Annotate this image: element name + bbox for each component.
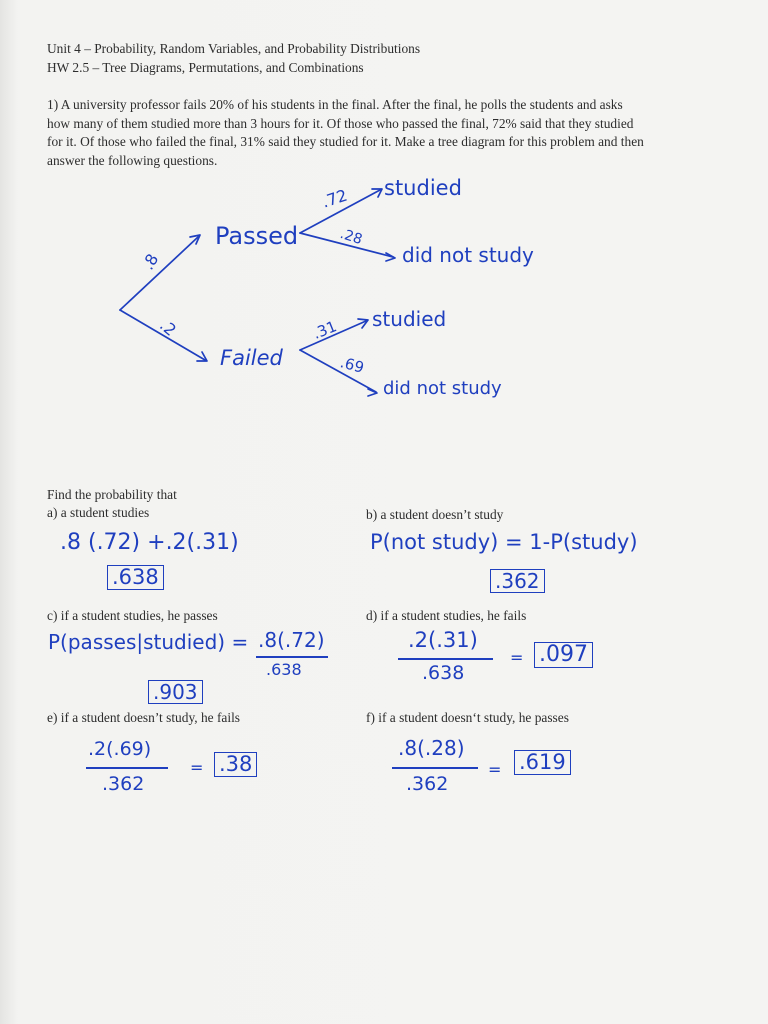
question-f-answer: .619 <box>514 750 571 775</box>
question-f-prompt: f) if a student doesn‘t study, he passes <box>366 710 569 725</box>
label-passed-studied: studied <box>384 176 462 200</box>
prob-failed: .2 <box>156 315 180 340</box>
question-b-answer: .362 <box>490 569 545 593</box>
branch-passed <box>120 237 198 310</box>
question-b-prompt: b) a student doesn’t study <box>366 507 504 522</box>
question-c-answer: .903 <box>148 680 203 704</box>
label-passed-notstudied: did not study <box>402 243 534 267</box>
prob-passed: .8 <box>138 250 163 274</box>
prob-passed-studied: .72 <box>319 185 350 212</box>
question-c-fraction-bar <box>256 656 328 658</box>
label-failed: Failed <box>220 346 283 370</box>
question-e-prompt: e) if a student doesn’t study, he fails <box>47 710 241 725</box>
question-d-answer: .097 <box>534 642 593 668</box>
question-c-work: P(passes|studied) = <box>48 630 249 654</box>
question-e-numerator: .2(.69) <box>88 738 152 760</box>
branch-failed-notstudied <box>300 350 376 392</box>
problem-line: how many of them studied more than 3 hours for it. Of those who passed the final, 72% said that they studied <box>47 115 634 131</box>
question-f-equals: = <box>488 760 502 779</box>
question-c-numerator: .8(.72) <box>258 628 325 652</box>
question-a-prompt: a) a student studies <box>47 505 150 520</box>
prob-passed-notstudied: .28 <box>338 225 365 249</box>
problem-line: answer the following questions. <box>47 152 218 168</box>
unit-title: Unit 4 – Probability, Random Variables, and Probability Distributions <box>47 41 421 56</box>
question-e-equals: = <box>190 758 204 777</box>
question-e-answer: .38 <box>214 752 257 777</box>
label-failed-studied: studied <box>372 307 447 331</box>
question-f-denominator: .362 <box>406 773 449 795</box>
question-c-denominator: .638 <box>266 660 302 679</box>
question-c-prompt: c) if a student studies, he passes <box>47 608 218 623</box>
question-a-work: .8 (.72) +.2(.31) <box>60 530 239 555</box>
question-d-equals: = <box>510 648 524 667</box>
question-d-numerator: .2(.31) <box>408 628 478 652</box>
question-a-answer: .638 <box>107 565 164 590</box>
homework-title: HW 2.5 – Tree Diagrams, Permutations, and Combinations <box>47 60 364 75</box>
question-f-numerator: .8(.28) <box>398 736 465 760</box>
questions-intro: Find the probability that <box>47 487 177 502</box>
label-passed: Passed <box>215 222 299 250</box>
question-d-denominator: .638 <box>422 662 465 684</box>
question-e-denominator: .362 <box>102 773 145 795</box>
prob-failed-studied: .31 <box>310 317 340 343</box>
question-d-fraction-bar <box>398 658 493 660</box>
question-e-fraction-bar <box>86 767 168 769</box>
question-d-prompt: d) if a student studies, he fails <box>366 608 527 623</box>
label-failed-notstudied: did not study <box>383 378 502 399</box>
problem-line: 1) A university professor fails 20% of his students in the final. After the final, he polls the students and asks <box>47 97 623 112</box>
question-f-fraction-bar <box>392 767 478 769</box>
prob-failed-notstudied: .69 <box>338 353 366 377</box>
question-b-work: P(not study) = 1-P(study) <box>370 530 638 554</box>
problem-line: for it. Of those who failed the final, 31% said they studied for it. Make a tree diagram for this problem and then <box>47 134 644 149</box>
